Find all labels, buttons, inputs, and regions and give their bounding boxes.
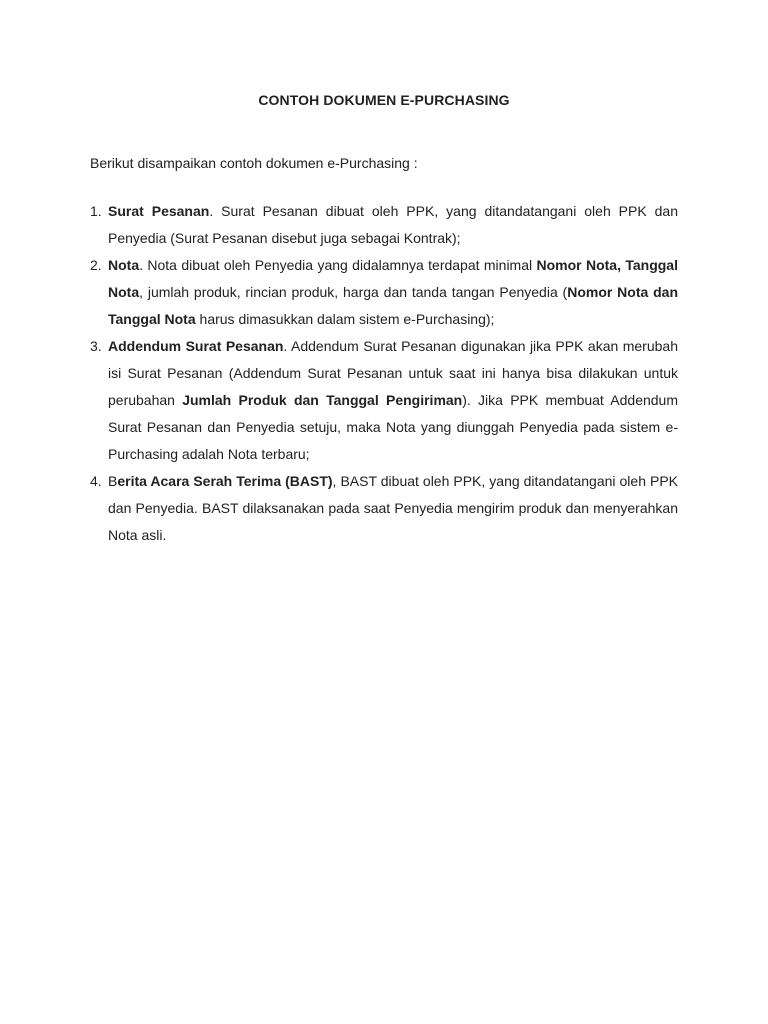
list-item — [90, 468, 678, 549]
list-item-number: 2. — [90, 257, 102, 273]
list-item-bold-text: Addendum Surat Pesanan — [108, 338, 284, 354]
list-item-bold-text: Jumlah Produk dan Tanggal Pengiriman — [182, 392, 463, 408]
list-item-bold-text: Nota — [108, 257, 140, 273]
list-item-text: . Addendum Surat Pesanan digunakan jika PPK akan merubah isi Surat Pesanan (Addendum Surat Pesanan untuk saat ini hanya bisa dilakukan untuk perubahan — [108, 338, 678, 408]
list-item-text: , BAST dibuat oleh PPK, yang ditandatangani oleh PPK dan Penyedia. BAST dilaksanakan pada saat Penyedia mengirim produk dan menyerahkan Nota asli. — [108, 473, 678, 543]
list-item — [90, 252, 678, 333]
list-item-bold-text: erita Acara Serah Terima (BAST) — [117, 473, 333, 489]
document-list — [90, 198, 678, 549]
list-item-bold-text: Nomor Nota dan Tanggal Nota — [108, 284, 678, 327]
list-item-text: ). Jika PPK membuat Addendum Surat Pesanan dan Penyedia setuju, maka Nota yang diunggah Penyedia pada sistem e-Purchasing adalah Nota terbaru; — [108, 392, 679, 462]
list-item-number: 4. — [90, 473, 102, 489]
list-item — [90, 198, 678, 252]
list-item-text: B — [108, 473, 118, 489]
intro-paragraph: Berikut disampaikan contoh dokumen e-Purchasing : — [90, 155, 418, 171]
list-item-bold-text: Surat Pesanan — [108, 203, 210, 219]
list-item-bold-text: Nomor Nota, Tanggal Nota — [108, 257, 678, 300]
list-item-text: harus dimasukkan dalam sistem e-Purchasing); — [195, 311, 495, 327]
list-item — [90, 333, 678, 468]
list-item-number: 1. — [90, 203, 102, 219]
list-item-text: . Nota dibuat oleh Penyedia yang didalamnya terdapat minimal — [139, 257, 537, 273]
list-item-text: , jumlah produk, rincian produk, harga dan tanda tangan Penyedia ( — [139, 284, 568, 300]
document-title: CONTOH DOKUMEN E-PURCHASING — [258, 92, 510, 108]
list-item-text: . Surat Pesanan dibuat oleh PPK, yang ditandatangani oleh PPK dan Penyedia (Surat Pesanan disebut juga sebagai Kontrak); — [108, 203, 679, 246]
list-item-number: 3. — [90, 338, 102, 354]
